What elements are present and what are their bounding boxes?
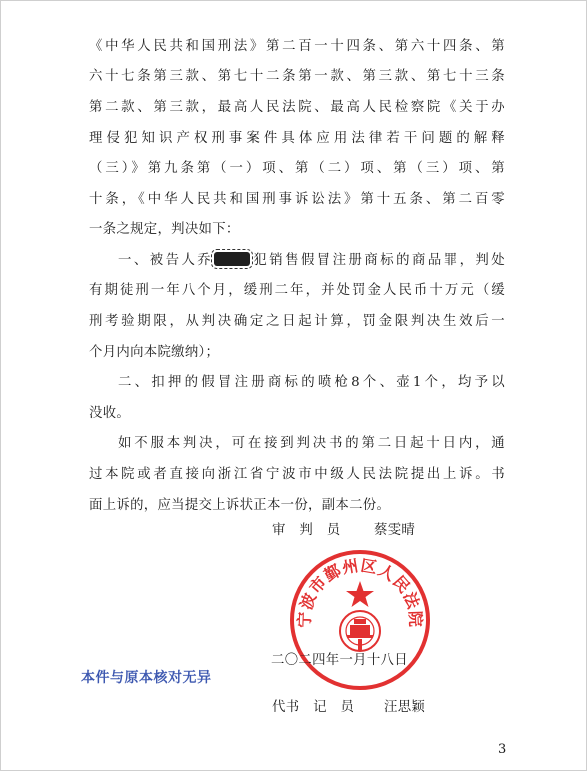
body-line: 理侵犯知识产权刑事案件具体应用法律若干问题的解释	[89, 131, 505, 146]
verdict-item-1-suffix: 犯销售假冒注册商标的商品罪，判处	[251, 253, 505, 268]
verdict-item-2: 二、扣押的假冒注册商标的喷枪8个、壶1个，均予以	[118, 375, 505, 390]
body-line: 十条，《中华人民共和国刑事诉讼法》第十五条、第二百零	[89, 192, 505, 207]
body-line: 第二款、第三款，最高人民法院、最高人民检察院《关于办	[89, 100, 505, 115]
verdict-item-1-line: 个月内向本院缴纳）；	[89, 345, 220, 360]
verdict-item-1-line: 刑考验期限，从判决确定之日起计算，罚金限判决生效后一	[89, 314, 505, 329]
body-line: （三）》第九条第（一）项、第（二）项、第（三）项、第	[89, 161, 505, 176]
verdict-item-1-line: 有期徒刑一年八个月，缓刑二年，并处罚金人民币十万元（缓	[89, 283, 505, 298]
body-line: 一条之规定，判决如下：	[89, 222, 240, 237]
verdict-item-1-prefix: 一、被告人乔	[118, 253, 214, 268]
svg-text:宁波市鄞州区人民法院: 宁波市鄞州区人民法院	[294, 555, 426, 629]
appeal-notice-line: 过本院或者直接向浙江省宁波市中级人民法院提出上诉。书	[89, 467, 505, 482]
body-line: 六十七条第三款、第七十二条第一款、第三款、第七十三条	[89, 69, 505, 84]
redacted-name-block	[214, 252, 250, 266]
clerk-title: 代书 记 员	[272, 700, 355, 715]
verdict-item-1	[118, 246, 505, 276]
page-number: 3	[498, 742, 507, 757]
clerk-name: 汪思颖	[384, 700, 426, 715]
appeal-notice: 如不服本判决，可在接到判决书的第二日起十日内，通	[118, 436, 505, 451]
verdict-item-2-line: 没收。	[89, 406, 131, 421]
appeal-notice-line: 面上诉的，应当提交上诉状正本一份，副本二份。	[89, 498, 391, 513]
judge-title: 审 判 员	[272, 523, 341, 538]
judge-name: 蔡雯晴	[374, 523, 416, 538]
court-seal	[289, 549, 431, 691]
certification-stamp: 本件与原本核对无异	[81, 670, 212, 686]
judgment-date: 二〇二四年一月十八日	[271, 653, 408, 668]
body-line: 《中华人民共和国刑法》第二百一十四条、第六十四条、第	[89, 39, 505, 54]
